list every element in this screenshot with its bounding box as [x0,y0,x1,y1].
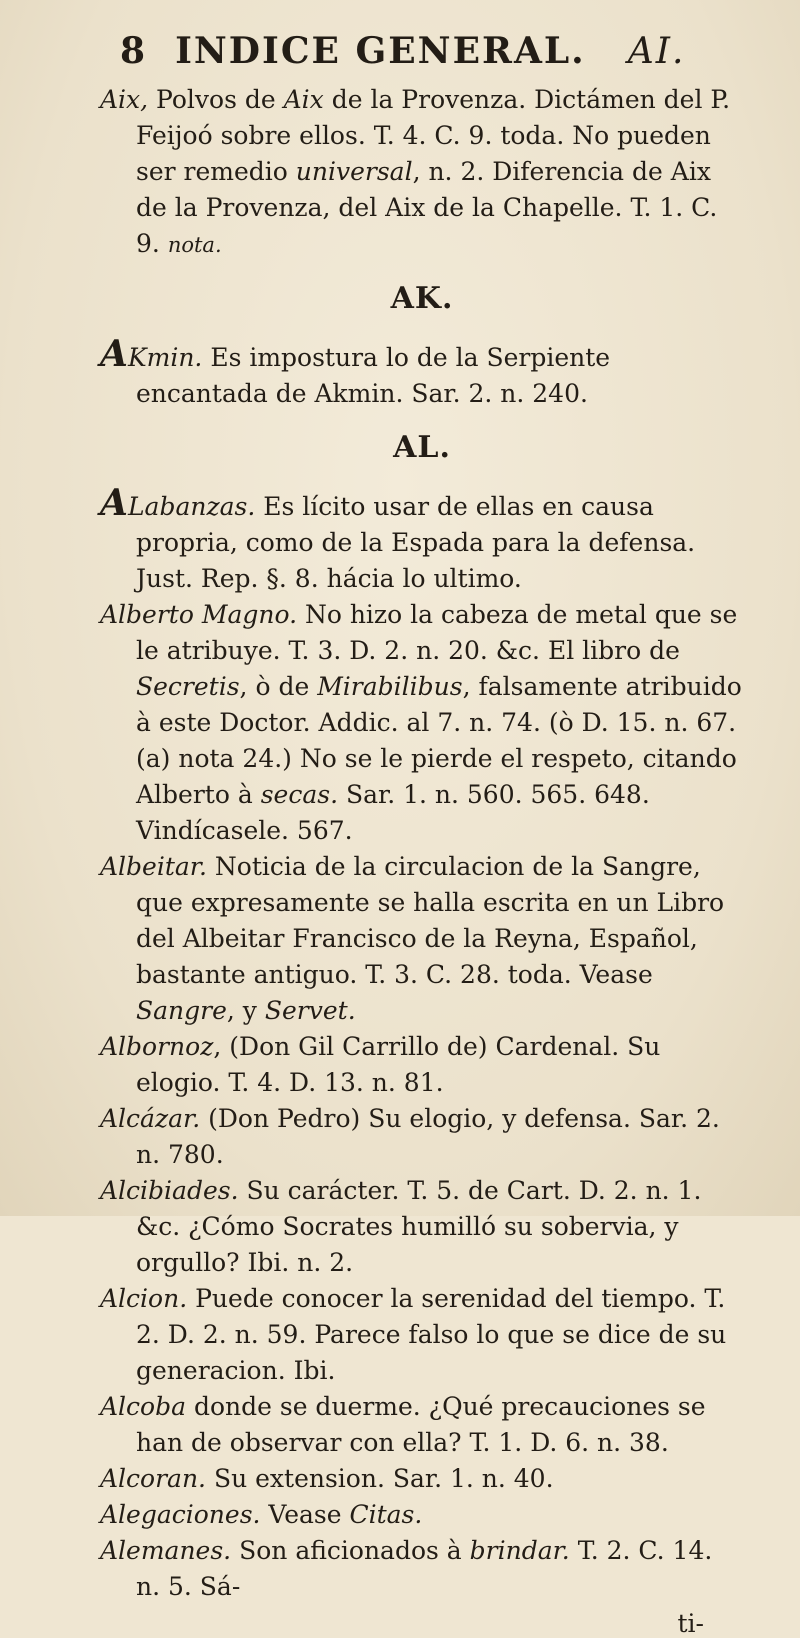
entry-albeitar: Albeitar. Noticia de la circulacion de la Sangre, que expresamente se halla escrita en un Libro del Albeitar Francisco de la Reyna, Español, bastante antiguo. T. 3. C. 28. toda. Vease Sangre, y Servet. [100,852,725,1025]
entry-albornoz: Albornoz, (Don Gil Carrillo de) Cardenal. Su elogio. T. 4. D. 13. n. 81. [100,1032,661,1097]
running-header [120,30,744,72]
header-letters: AI. [627,31,686,72]
page-title: INDICE GENERAL. [175,30,586,72]
entry-alcoran: Alcoran. Su extension. Sar. 1. n. 40. [100,1464,554,1493]
entry-alemanes: Alemanes. Son aficionados à brindar. T. 2. C. 14. n. 5. Sá- [100,1536,713,1601]
entry-alberto-magno: Alberto Magno. No hizo la cabeza de metal que se le atribuye. T. 3. D. 2. n. 20. &c. El libro de Secretis, ò de Mirabilibus, falsamente atribuido à este Doctor. Addic. al 7. n. 74. (ò D. 15. n. 67. (a) nota 24.) No se le pierde el respeto, citando Alberto à secas. Sar. 1. n. 560. 565. 648. Vindícasele. 567. [100,600,742,845]
entry-akmin: AKmin. Es impostura lo de la Serpiente encantada de Akmin. Sar. 2. n. 240. [100,333,611,408]
entry-alegaciones: Alegaciones. Vease Citas. [100,1500,423,1529]
page-number: 8 [120,30,148,72]
section-heading-ak: AK. [390,281,454,316]
entry-alcibiades: Alcibiades. Su carácter. T. 5. de Cart. D. 2. n. 1. &c. ¿Cómo Socrates humilló su sobervia, y orgullo? Ibi. n. 2. [100,1176,702,1277]
entry-alcion: Alcion. Puede conocer la serenidad del tiempo. T. 2. D. 2. n. 59. Parece falso lo que se dice de su generacion. Ibi. [100,1284,727,1385]
entry-alcazar: Alcázar. (Don Pedro) Su elogio, y defensa. Sar. 2. n. 780. [100,1104,720,1169]
catchword: ti- [677,1609,704,1638]
entry-aix: Aix, Polvos de Aix de la Provenza. Dictámen del P. Feijoó sobre ellos. T. 4. C. 9. toda. No pueden ser remedio universal, n. 2. Diferencia de Aix de la Provenza, del Aix de la Chapelle. T. 1. C. 9. nota. [100,85,731,258]
section-heading-al: AL. [393,430,451,465]
entry-alcoba: Alcoba donde se duerme. ¿Qué precauciones se han de observar con ella? T. 1. D. 6. n. 38. [100,1392,706,1457]
entry-alabanzas: ALabanzas. Es lícito usar de ellas en causa propria, como de la Espada para la defensa. Just. Rep. §. 8. hácia lo ultimo. [100,482,696,593]
